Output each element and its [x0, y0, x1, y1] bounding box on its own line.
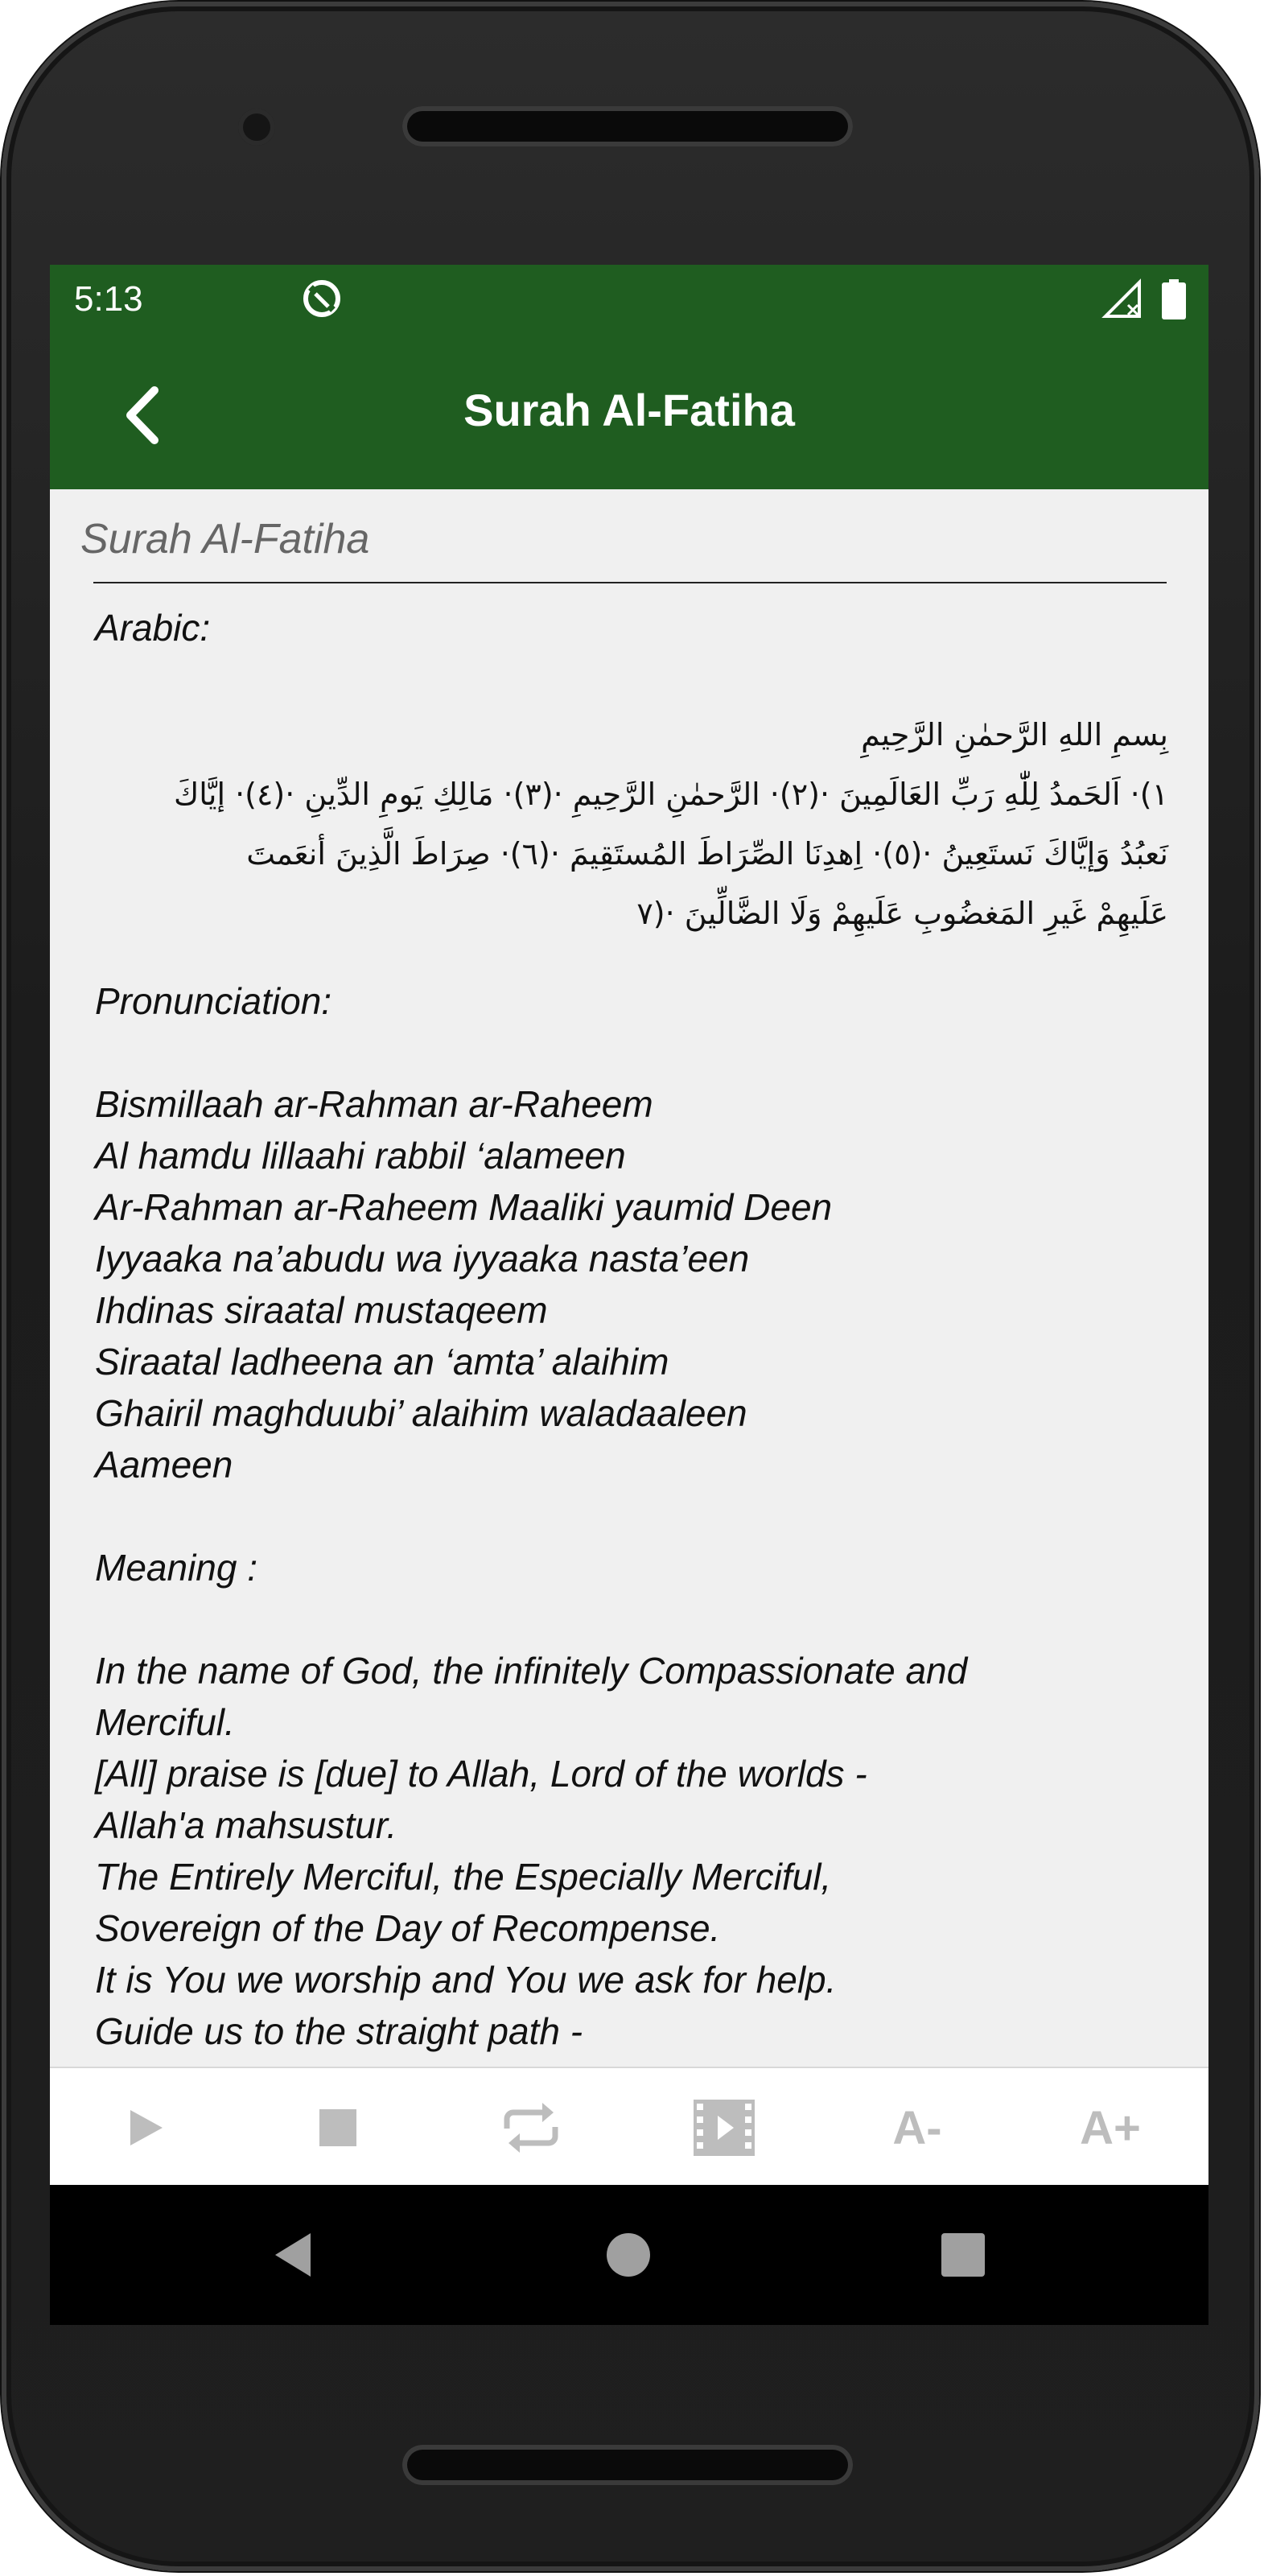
arabic-line: نَعبُدُ وَإيَّاكَ نَستَعِينُ ·(٥)· اِهدِنَا الصِّرَاطَ المُستَقِيمَ ·(٦)· صِرَاطَ الَّذِينَ أنعَمتَ — [246, 836, 1168, 872]
pronunciation-line: Ar-Rahman ar-Raheem Maaliki yaumid Deen — [95, 1186, 833, 1228]
stop-icon — [314, 2104, 362, 2152]
battery-icon — [1162, 279, 1186, 319]
meaning-label: Meaning : — [95, 1547, 258, 1589]
nav-back-icon[interactable] — [266, 2227, 322, 2283]
pronunciation-line: Iyyaaka na’abudu wa iyyaaka nasta’een — [95, 1238, 750, 1280]
pronunciation-line: Al hamdu lillaahi rabbil ‘alameen — [95, 1135, 626, 1177]
sync-icon — [299, 276, 344, 321]
nav-home-icon[interactable] — [600, 2227, 657, 2283]
pronunciation-label: Pronunciation: — [95, 980, 332, 1022]
meaning-line: Merciful. — [95, 1701, 235, 1743]
repeat-button[interactable] — [499, 2096, 563, 2160]
surah-heading: Surah Al-Fatiha — [80, 516, 370, 563]
arabic-line: بِسمِ اللهِ الرَّحمٰنِ الرَّحِيمِ — [861, 717, 1168, 752]
status-time: 5:13 — [74, 279, 143, 319]
surah-content[interactable] — [50, 489, 1208, 2067]
device-screen — [50, 265, 1208, 2325]
pronunciation-line: Bismillaah ar-Rahman ar-Raheem — [95, 1083, 653, 1125]
play-icon — [121, 2104, 169, 2152]
player-toolbar — [50, 2067, 1208, 2187]
arabic-line: عَلَيهِمْ غَيرِ المَغضُوبِ عَلَيهِمْ وَلَا الضَّالِّينَ ·(٧ — [636, 896, 1168, 931]
status-bar — [50, 265, 1208, 334]
page-title: Surah Al-Fatiha — [463, 385, 795, 435]
meaning-line: Sovereign of the Day of Recompense. — [95, 1907, 721, 1949]
video-icon — [694, 2100, 755, 2156]
font-decrease-label: A- — [892, 2101, 942, 2154]
pronunciation-line: Ihdinas siraatal mustaqeem — [95, 1289, 548, 1331]
repeat-icon — [500, 2101, 562, 2154]
meaning-line: It is You we worship and You we ask for help. — [95, 1959, 837, 2001]
arabic-label: Arabic: — [95, 607, 211, 649]
pronunciation-line: Ghairil maghduubi’ alaihim waladaaleen — [95, 1392, 747, 1434]
pronunciation-line: Aameen — [95, 1444, 233, 1486]
meaning-line: The Entirely Merciful, the Especially Merciful, — [95, 1856, 832, 1898]
play-button[interactable] — [113, 2096, 177, 2160]
arabic-line: ١)· اَلحَمدُ لِلّٰهِ رَبِّ العَالَمِينَ ·(٢)· الرَّحمٰنِ الرَّحِيمِ ·(٣)· مَالِكِ يَومِ الدِّينِ ·(٤)· إيَّاكَ — [173, 777, 1168, 812]
arabic-text — [95, 705, 1168, 943]
nav-recents-icon[interactable] — [935, 2227, 991, 2283]
font-increase-button[interactable] — [1078, 2096, 1143, 2160]
heading-divider — [93, 582, 1167, 583]
font-increase-label: A+ — [1080, 2101, 1141, 2154]
front-camera — [238, 109, 275, 146]
app-bar — [50, 334, 1208, 489]
earpiece-speaker — [402, 106, 853, 146]
meaning-line: [All] praise is [due] to Allah, Lord of the worlds - — [95, 1753, 867, 1795]
font-decrease-button[interactable] — [885, 2096, 949, 2160]
meaning-line: In the name of God, the infinitely Compassionate and — [95, 1650, 968, 1692]
pronunciation-line: Siraatal ladheena an ‘amta’ alaihim — [95, 1341, 669, 1383]
meaning-line: Allah'a mahsustur. — [95, 1804, 397, 1846]
video-button[interactable] — [692, 2096, 756, 2160]
bottom-speaker — [402, 2445, 853, 2485]
stop-button[interactable] — [306, 2096, 370, 2160]
signal-icon — [1104, 281, 1141, 318]
system-nav-bar — [50, 2185, 1208, 2325]
meaning-line: Guide us to the straight path - — [95, 2010, 583, 2052]
surah-body — [95, 602, 1168, 2108]
